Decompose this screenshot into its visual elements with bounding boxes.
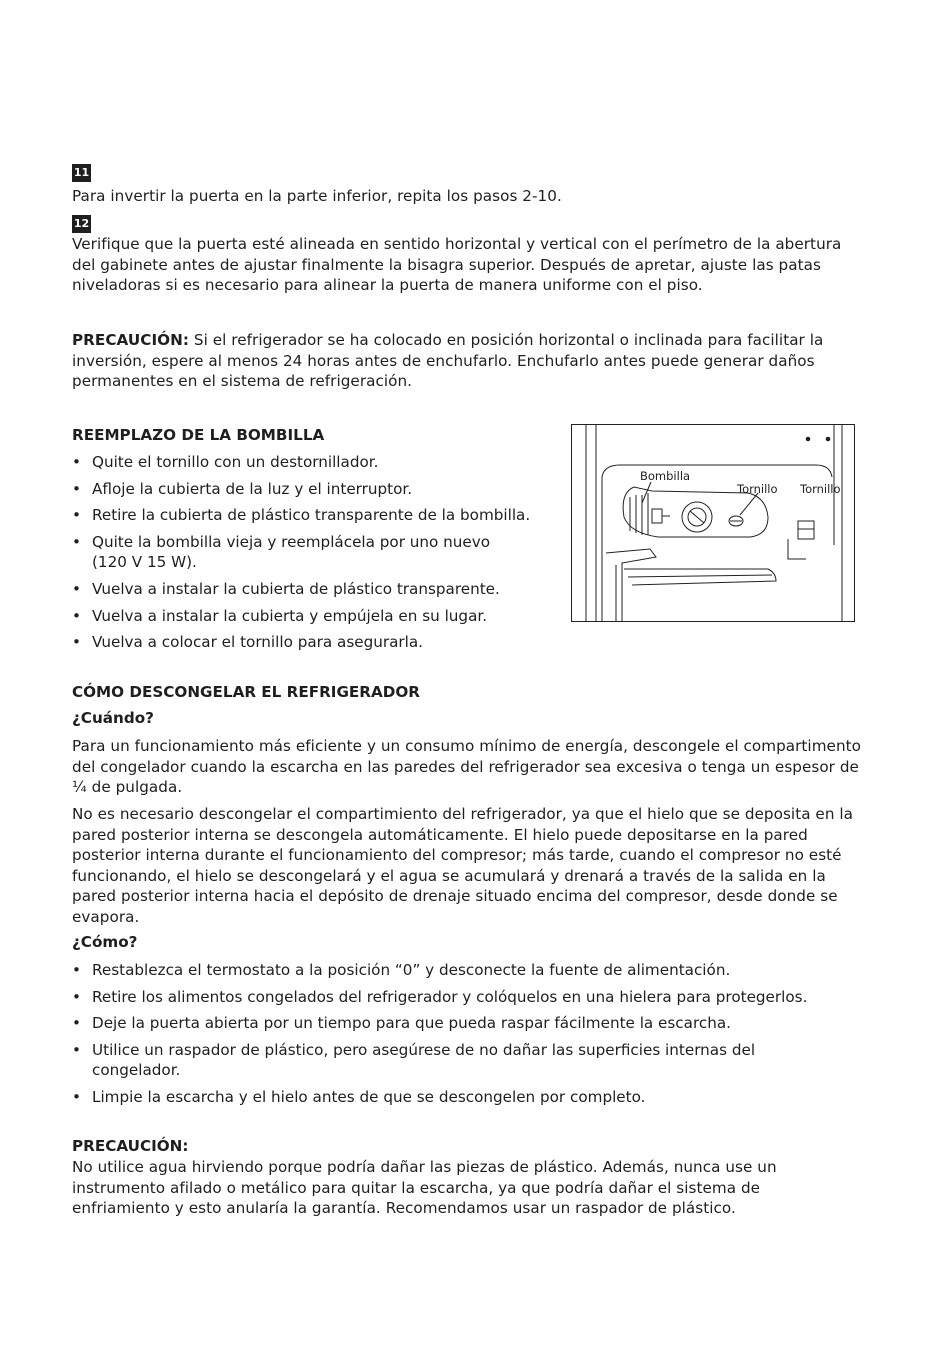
list-item: • Afloje la cubierta de la luz y el interruptor. bbox=[72, 479, 552, 500]
how-steps-list bbox=[72, 960, 862, 1108]
list-item: • Quite el tornillo con un destornillador. bbox=[72, 452, 552, 473]
list-item: • Limpie la escarcha y el hielo antes de que se descongelen por completo. bbox=[72, 1087, 862, 1108]
list-item: • Utilice un raspador de plástico, pero asegúrese de no dañar las superficies internas del congelador. bbox=[72, 1040, 812, 1081]
bulb-heading: REEMPLAZO DE LA BOMBILLA bbox=[72, 426, 325, 444]
list-item: • Quite la bombilla vieja y reemplácela por uno nuevo (120 V 15 W). bbox=[72, 532, 512, 573]
caution-label: PRECAUCIÓN: bbox=[72, 331, 190, 349]
screw-label-2: Tornillo bbox=[800, 482, 841, 496]
list-item: • Deje la puerta abierta por un tiempo para que pueda raspar fácilmente la escarcha. bbox=[72, 1013, 862, 1034]
list-item: • Vuelva a instalar la cubierta y empújela en su lugar. bbox=[72, 606, 552, 627]
step-11-badge bbox=[72, 161, 91, 182]
bulb-steps-list bbox=[72, 452, 552, 653]
step-number: 11 bbox=[72, 164, 91, 182]
step-12-text: Verifique que la puerta esté alineada en sentido horizontal y vertical con el perímetro de la abertura del gabinete antes de ajustar finalmente la bisagra superior. Después de apretar, ajuste las patas niveladoras si es necesario para alinear la puerta de manera uniforme con el piso. bbox=[72, 235, 842, 295]
list-item: • Retire los alimentos congelados del refrigerador y colóquelos en una hielera para protegerlos. bbox=[72, 987, 862, 1008]
when-paragraph-1: Para un funcionamiento más eficiente y un consumo mínimo de energía, descongele el compartimento del congelador cuando la escarcha en las paredes del refrigerador sea excesiva o tenga un espesor de ¼ de pulgada. bbox=[72, 737, 861, 797]
when-paragraph-2: No es necesario descongelar el compartimiento del refrigerador, ya que el hielo que se deposita en la pared posterior interna se descongela automáticamente. El hielo puede depositarse en la pared posterior interna durante el funcionamiento del compresor; más tarde, cuando el compresor no esté funcionando, el hielo se descongelará y el agua se acumulará y drenará a través de la salida en la pared posterior interna hacia el depósito de drenaje situado encima del compresor, desde donde se evapora. bbox=[72, 805, 854, 926]
caution-paragraph-1 bbox=[72, 330, 864, 392]
bulb-assembly-illustration bbox=[572, 425, 854, 621]
when-heading: ¿Cuándo? bbox=[72, 709, 154, 727]
defrost-heading: CÓMO DESCONGELAR EL REFRIGERADOR bbox=[72, 683, 420, 701]
caution-text: Si el refrigerador se ha colocado en posición horizontal o inclinada para facilitar la inversión, espere al menos 24 horas antes de enchufarlo. Enchufarlo antes puede generar daños permanentes en el sistema de refrigeración. bbox=[72, 331, 824, 391]
screw-label-1: Tornillo bbox=[737, 482, 778, 496]
how-heading: ¿Cómo? bbox=[72, 933, 138, 951]
list-item: • Retire la cubierta de plástico transparente de la bombilla. bbox=[72, 505, 552, 526]
list-item: • Restablezca el termostato a la posición “0” y desconecte la fuente de alimentación. bbox=[72, 960, 862, 981]
bulb-assembly-figure bbox=[571, 424, 855, 622]
caution-label-2: PRECAUCIÓN: bbox=[72, 1137, 189, 1155]
step-12-badge bbox=[72, 212, 91, 233]
step-11-text: Para invertir la puerta en la parte inferior, repita los pasos 2-10. bbox=[72, 187, 562, 205]
list-item: • Vuelva a instalar la cubierta de plástico transparente. bbox=[72, 579, 552, 600]
list-item: • Vuelva a colocar el tornillo para asegurarla. bbox=[72, 632, 552, 653]
bulb-label: Bombilla bbox=[640, 469, 691, 483]
caution-paragraph-2: No utilice agua hirviendo porque podría dañar las piezas de plástico. Además, nunca use un instrumento afilado o metálico para quitar la escarcha, ya que podría dañar el sistema de enfriamiento y esto anularía la garantía. Recomendamos usar un raspador de plástico. bbox=[72, 1158, 777, 1218]
step-number: 12 bbox=[72, 215, 91, 233]
